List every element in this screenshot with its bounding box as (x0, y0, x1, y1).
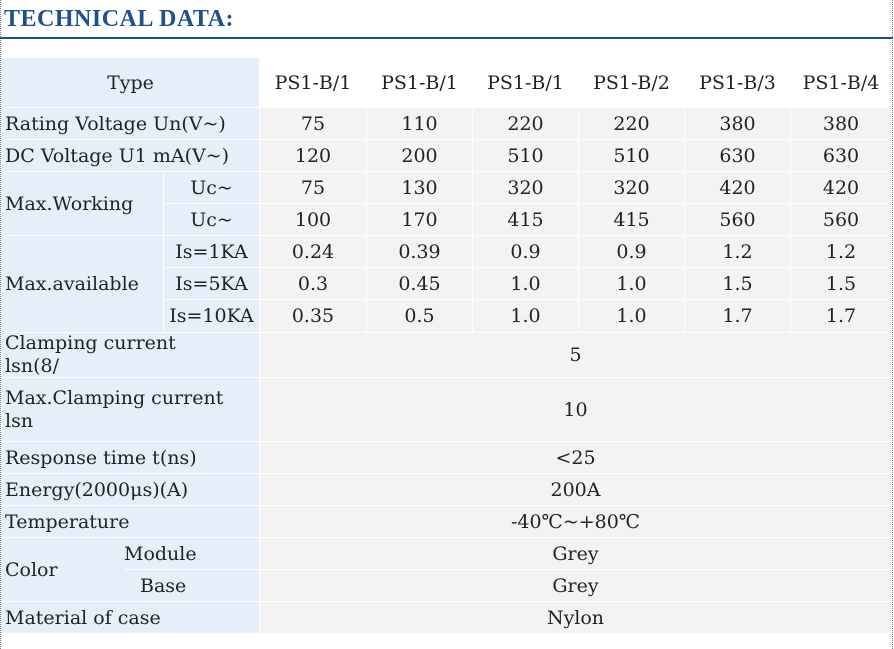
max-available-sub-label: Is=1KA (164, 236, 260, 268)
temperature-value: -40℃~+80℃ (260, 506, 892, 538)
table-cell: 420 (685, 172, 791, 204)
model-header: PS1-B/1 (473, 58, 579, 108)
table-cell: 510 (579, 140, 685, 172)
temperature-label: Temperature (2, 506, 260, 538)
table-cell: 0.5 (367, 300, 473, 333)
table-cell: 170 (367, 204, 473, 236)
model-header: PS1-B/3 (685, 58, 791, 108)
clamping-current-value: 5 (260, 333, 892, 378)
max-clamping-current-value: 10 (260, 378, 892, 442)
table-cell: 380 (791, 108, 892, 140)
title-divider (0, 37, 893, 39)
dc-voltage-label: DC Voltage U1 mA(V~) (2, 140, 260, 172)
response-time-label: Response time t(ns) (2, 442, 260, 474)
table-cell: 320 (579, 172, 685, 204)
table-cell: 1.0 (473, 300, 579, 333)
model-header: PS1-B/4 (791, 58, 892, 108)
table-cell: 0.9 (473, 236, 579, 268)
max-available-sub-label: Is=5KA (164, 268, 260, 300)
clamping-current-label: Clamping current lsn(8/ (2, 333, 260, 378)
table-cell: 220 (579, 108, 685, 140)
table-cell: 320 (473, 172, 579, 204)
table-cell: 1.7 (791, 300, 892, 333)
response-time-value: <25 (260, 442, 892, 474)
table-cell: 110 (367, 108, 473, 140)
table-cell: 380 (685, 108, 791, 140)
table-cell: 1.5 (685, 268, 791, 300)
table-cell: 0.9 (579, 236, 685, 268)
table-cell: 130 (367, 172, 473, 204)
model-header: PS1-B/1 (367, 58, 473, 108)
table-cell: 1.5 (791, 268, 892, 300)
table-cell: 510 (473, 140, 579, 172)
color-label: Color (2, 538, 164, 602)
max-working-sub-label: Uc~ (164, 204, 260, 236)
energy-value: 200A (260, 474, 892, 506)
max-clamping-current-label: Max.Clamping current lsn (2, 378, 260, 442)
rating-voltage-label: Rating Voltage Un(V~) (2, 108, 260, 140)
table-cell: 100 (260, 204, 367, 236)
color-base-label: Base (140, 570, 260, 602)
table-cell: 0.24 (260, 236, 367, 268)
table-cell: 0.39 (367, 236, 473, 268)
table-cell: 75 (260, 108, 367, 140)
energy-label: Energy(2000μs)(A) (2, 474, 260, 506)
table-cell: 120 (260, 140, 367, 172)
color-module-value: Grey (260, 538, 892, 570)
material-value: Nylon (260, 602, 892, 634)
table-cell: 75 (260, 172, 367, 204)
table-cell: 1.0 (579, 268, 685, 300)
table-cell: 415 (579, 204, 685, 236)
table-cell: 1.2 (791, 236, 892, 268)
table-cell: 630 (685, 140, 791, 172)
table-cell: 1.7 (685, 300, 791, 333)
table-cell: 0.35 (260, 300, 367, 333)
color-module-label: Module (124, 538, 260, 570)
table-cell: 560 (791, 204, 892, 236)
table-cell: 0.3 (260, 268, 367, 300)
max-available-sub-label: Is=10KA (164, 300, 260, 333)
table-cell: 630 (791, 140, 892, 172)
page-title: TECHNICAL DATA: (4, 6, 234, 32)
table-cell: 1.0 (579, 300, 685, 333)
table-cell: 1.2 (685, 236, 791, 268)
technical-data-table (2, 58, 892, 634)
table-cell: 415 (473, 204, 579, 236)
max-working-label: Max.Working (2, 172, 164, 236)
color-base-value: Grey (260, 570, 892, 602)
table-cell: 200 (367, 140, 473, 172)
table-cell: 0.45 (367, 268, 473, 300)
max-working-sub-label: Uc~ (164, 172, 260, 204)
table-cell: 560 (685, 204, 791, 236)
table-cell: 420 (791, 172, 892, 204)
material-label: Material of case (2, 602, 260, 634)
model-header: PS1-B/1 (260, 58, 367, 108)
type-header: Type (2, 58, 260, 108)
model-header: PS1-B/2 (579, 58, 685, 108)
max-available-label: Max.available (2, 236, 164, 333)
table-cell: 1.0 (473, 268, 579, 300)
table-cell: 220 (473, 108, 579, 140)
